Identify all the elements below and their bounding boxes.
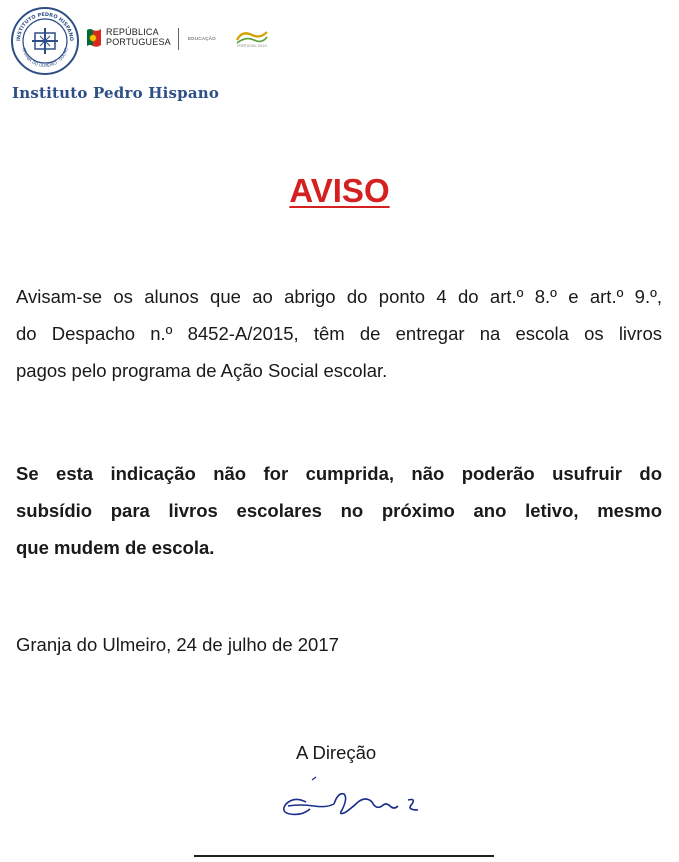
government-logo-line1: REPÚBLICA xyxy=(106,27,159,37)
notice-paragraph xyxy=(16,278,662,389)
handwritten-signature xyxy=(276,776,436,826)
place-date: Granja do Ulmeiro, 24 de julho de 2017 xyxy=(16,634,339,655)
institution-seal-logo xyxy=(10,6,80,76)
signature-line xyxy=(194,855,494,857)
warning-line: que mudem de escola. xyxy=(16,537,215,558)
signatory-label: A Direção xyxy=(296,742,377,763)
ministry-label: EDUCAÇÃO xyxy=(188,36,216,41)
notice-title: AVISO xyxy=(289,172,390,209)
paragraph-line: Avisam-se os alunos que ao abrigo do ponto 4 do art.º 8.º e art.º 9.º, xyxy=(16,286,662,307)
document-header xyxy=(0,0,679,110)
portugal-2020-logo xyxy=(234,26,270,48)
portugal-flag-icon xyxy=(86,26,102,48)
svg-text:INSTITUTO PEDRO HISPANO: INSTITUTO PEDRO HISPANO xyxy=(15,11,75,42)
institution-name: Instituto Pedro Hispano xyxy=(12,84,220,102)
svg-text:GRANJA DO ULMEIRO · SOURE: GRANJA DO ULMEIRO · SOURE xyxy=(21,47,69,69)
notice-warning xyxy=(16,455,662,566)
svg-text:PORTUGAL 2020: PORTUGAL 2020 xyxy=(237,44,267,48)
government-logo-line2: PORTUGUESA xyxy=(106,37,171,47)
warning-line: subsídio para livros escolares no próximo ano letivo, mesmo xyxy=(16,500,662,521)
paragraph-line: pagos pelo programa de Ação Social escolar. xyxy=(16,360,388,381)
logo-divider xyxy=(178,28,179,50)
paragraph-line: do Despacho n.º 8452-A/2015, têm de entregar na escola os livros xyxy=(16,323,662,344)
warning-line: Se esta indicação não for cumprida, não poderão usufruir do xyxy=(16,463,662,484)
